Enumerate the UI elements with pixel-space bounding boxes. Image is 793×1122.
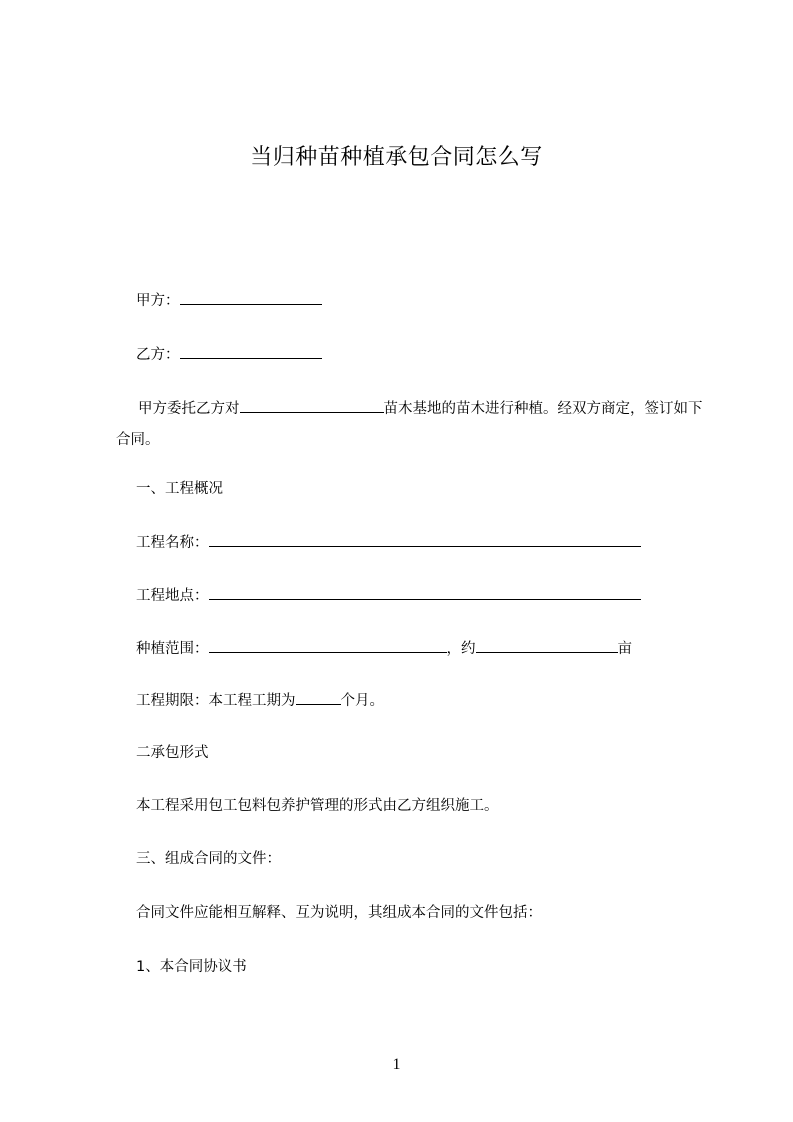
party-a-label: 甲方： — [136, 293, 180, 309]
period-label-suffix: 个月。 — [340, 693, 384, 709]
intro-text-start: 甲方委托乙方对 — [138, 401, 240, 417]
planting-scope-line — [136, 638, 632, 659]
document-title: 当归种苗种植承包合同怎么写 — [250, 145, 543, 170]
project-name-line — [136, 532, 641, 553]
intro-paragraph — [116, 394, 706, 456]
project-location-blank — [209, 585, 641, 600]
project-location-line — [136, 585, 641, 606]
party-b-label: 乙方： — [136, 347, 180, 363]
intro-text-end: 苗木基地的苗木进行种植。经双方商定，签订如下合同。 — [116, 401, 703, 448]
section-1-heading: 一、工程概况 — [136, 481, 223, 497]
project-location-label: 工程地点： — [136, 588, 209, 604]
planting-scope-unit: 亩 — [617, 641, 632, 657]
party-b-line — [136, 344, 322, 365]
documents-intro: 合同文件应能相互解释、互为说明，其组成本合同的文件包括： — [136, 905, 542, 921]
section-2-heading: 二承包形式 — [136, 745, 209, 761]
base-name-blank — [240, 398, 384, 413]
planting-area-blank — [476, 638, 618, 653]
project-period-line — [136, 690, 384, 711]
period-months-blank — [296, 690, 341, 705]
project-name-blank — [209, 532, 641, 547]
contract-form-text: 本工程采用包工包料包养护管理的形式由乙方组织施工。 — [136, 798, 499, 814]
planting-scope-about: ，约 — [446, 641, 476, 657]
section-3-heading: 三、组成合同的文件： — [136, 851, 281, 867]
period-label-prefix: 工程期限：本工程工期为 — [136, 693, 296, 709]
page-number: 1 — [392, 1056, 401, 1073]
planting-scope-blank — [209, 638, 447, 653]
party-a-blank — [180, 290, 322, 305]
project-name-label: 工程名称： — [136, 535, 209, 551]
party-b-blank — [180, 344, 322, 359]
list-item-1: 1、本合同协议书 — [136, 959, 247, 975]
planting-scope-label: 种植范围： — [136, 641, 209, 657]
party-a-line — [136, 290, 322, 311]
